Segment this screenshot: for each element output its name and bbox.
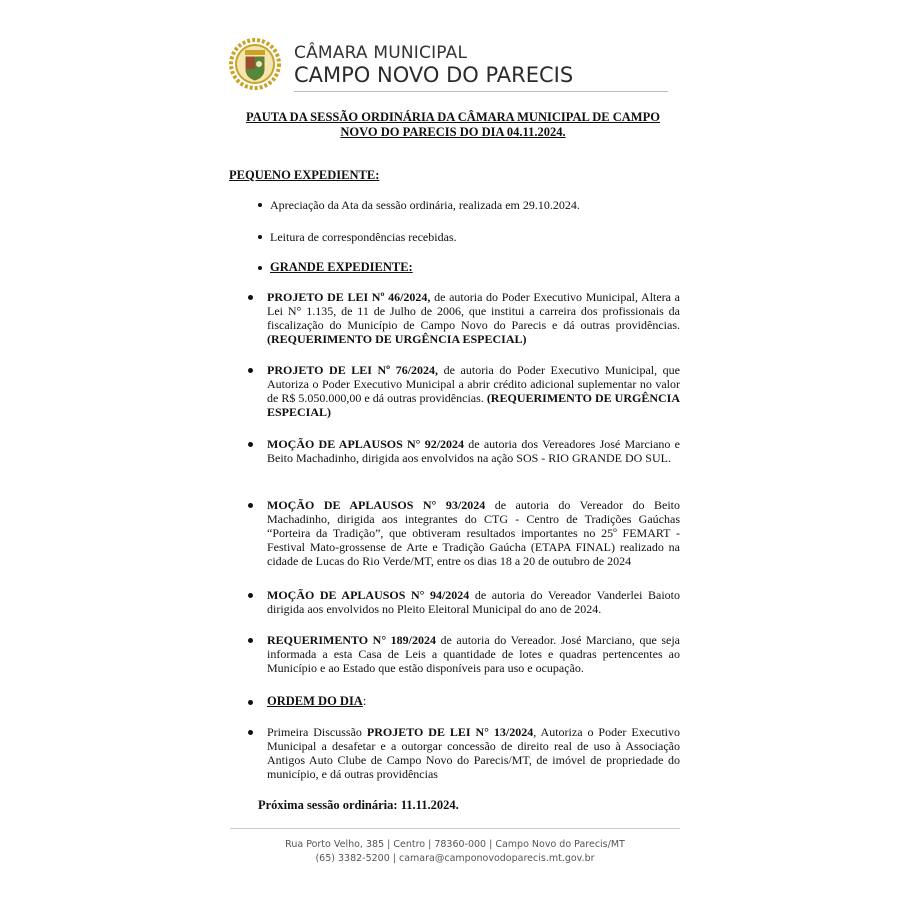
bullet-icon [248, 503, 253, 508]
bullet-icon [258, 235, 262, 239]
bullet-icon [258, 203, 262, 207]
bullet-icon [258, 266, 262, 270]
item-text: Apreciação da Ata da sessão ordinária, realizada em 29.10.2024. [270, 198, 580, 212]
bullet-icon [248, 730, 253, 735]
next-session: Próxima sessão ordinária: 11.11.2024. [258, 798, 459, 812]
ordem-do-dia-heading-wrap [267, 694, 366, 708]
heading-colon: : [362, 694, 367, 708]
bullet-icon [248, 442, 253, 447]
agenda-item-text: Primeira Discussão PROJETO DE LEI N° 13/2024, Autoriza o Poder Executivo Municipal a desafetar e a outorgar concessão de direito real de uso à Associação Antigos Auto Clube de Campo Novo do Parecis/MT, de imóvel de propriedade do município, e dá outras providências [267, 725, 681, 781]
agenda-item-text: MOÇÃO DE APLAUSOS N° 94/2024 de autoria do Vereador Vanderlei Baioto dirigida aos envolvidos no Pleito Eleitoral Municipal do ano de 2024. [267, 588, 680, 616]
agenda-item-text: PROJETO DE LEI Nº 46/2024, de autoria do Poder Executivo Municipal, Altera a Lei N° 1.135, de 11 de Julho de 2006, que institui a carreira dos profissionais da fiscalização do Município de Campo Novo do Parecis e dá outras providências. (REQUERIMENTO DE URGÊNCIA ESPECIAL) [267, 290, 680, 346]
footer-address: Rua Porto Velho, 385 | Centro | 78360-000 | Campo Novo do Parecis/MT [285, 839, 625, 850]
org-name-line1: CÂMARA MUNICIPAL [294, 43, 468, 63]
bullet-icon [248, 638, 253, 643]
bullet-icon [248, 295, 253, 300]
letterhead [228, 36, 668, 96]
org-name-line2: CAMPO NOVO DO PARECIS [294, 63, 574, 87]
document-title: PAUTA DA SESSÃO ORDINÁRIA DA CÂMARA MUNICIPAL DE CAMPO NOVO DO PARECIS DO DIA 04.11.2024. [246, 110, 660, 139]
agenda-item-text: REQUERIMENTO N° 189/2024 de autoria do Vereador. José Marciano, que seja informada a esta Casa de Leis a quantidade de lotes e quadras pertencentes ao Município e ao Estado que estão disponíveis para uso e ocupação. [267, 633, 680, 675]
pequeno-expediente-heading: PEQUENO EXPEDIENTE: [229, 168, 380, 182]
grande-expediente-heading: GRANDE EXPEDIENTE: [270, 260, 413, 274]
agenda-item-text: MOÇÃO DE APLAUSOS N° 93/2024 de autoria do Vereador do Beito Machadinho, dirigida aos integrantes do CTG - Centro de Tradições Gaúchas “Porteira da Tradição”, que obtiveram resultados importantes no 25º FEMART - Festival Mato-grossense de Arte e Tradição Gaúcha (ETAPA FINAL) realizado na cidade de Lucas do Rio Verde/MT, entre os dias 18 a 20 de outubro de 2024 [267, 498, 680, 568]
footer-contact: (65) 3382-5200 | camara@camponovodoparecis.mt.gov.br [315, 853, 595, 864]
agenda-item-text: MOÇÃO DE APLAUSOS N° 92/2024 de autoria dos Vereadores José Marciano e Beito Machadinho, dirigida aos envolvidos na ação SOS - RIO GRANDE DO SUL. [267, 437, 680, 465]
municipal-seal-icon [228, 36, 282, 90]
item-text: Leitura de correspondências recebidas. [270, 230, 457, 244]
bullet-icon [248, 593, 253, 598]
footer-divider [230, 828, 680, 829]
header-divider [294, 91, 668, 92]
bullet-icon [248, 368, 253, 373]
ordem-do-dia-heading: ORDEM DO DIA [267, 694, 363, 708]
footer [228, 838, 682, 866]
bullet-icon [248, 700, 253, 705]
agenda-item-text: PROJETO DE LEI Nº 76/2024, de autoria do Poder Executivo Municipal, que Autoriza o Poder Executivo Municipal a abrir crédito adicional suplementar no valor de R$ 5.050.000,00 e dá outras providências. (REQUERIMENTO DE URGÊNCIA ESPECIAL) [267, 363, 680, 419]
